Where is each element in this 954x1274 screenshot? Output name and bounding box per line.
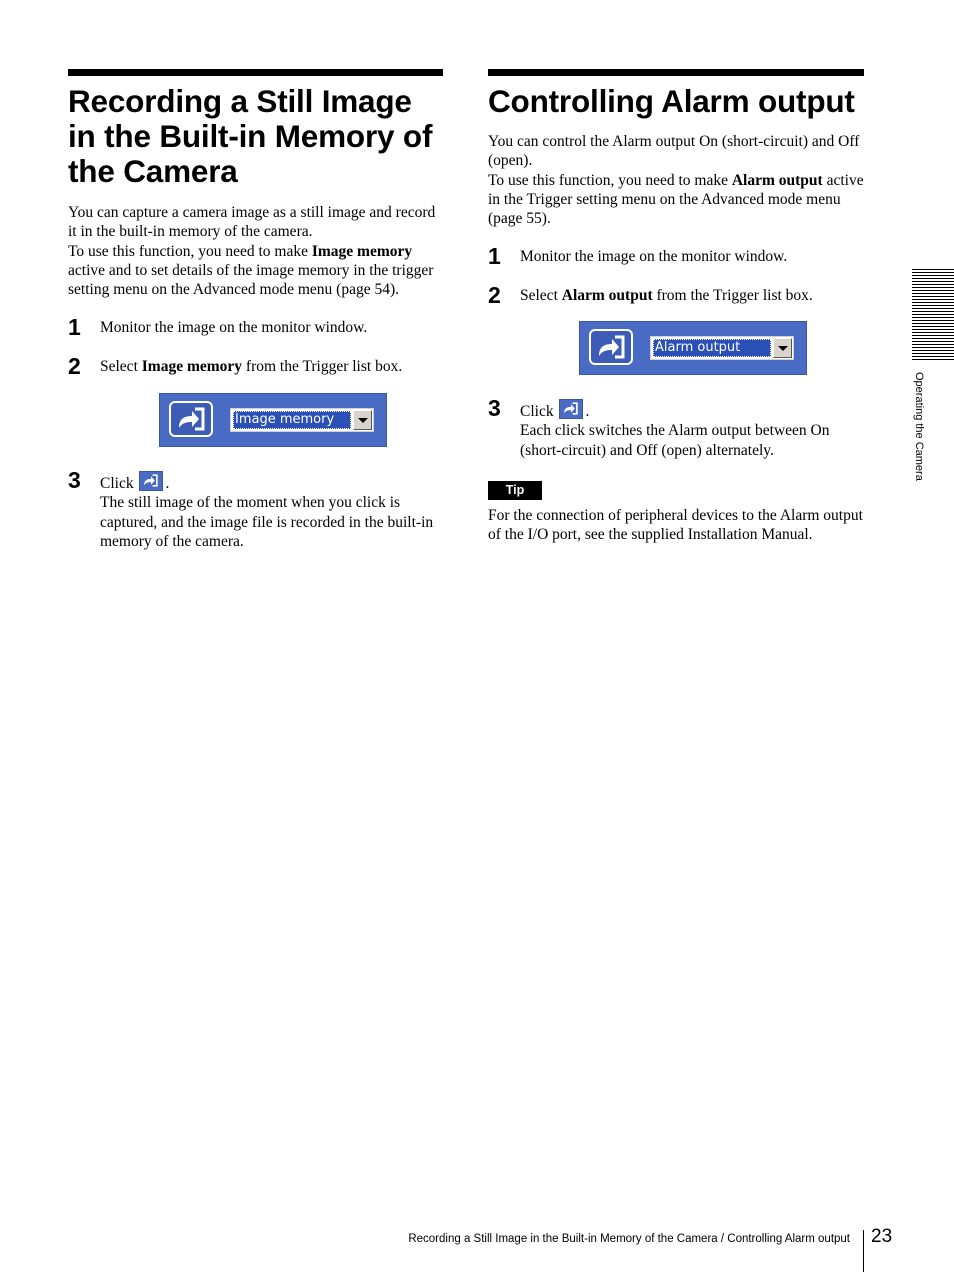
step-1: [68, 314, 443, 341]
section-rule: [68, 69, 443, 76]
page-number: 23: [871, 1226, 893, 1247]
intro-paragraph: To use this function, you need to make Image memory active and to set details of the image memory in the trigger setting menu on the Advanced mode menu (page 54).: [68, 242, 434, 299]
section-rule: [488, 69, 864, 76]
step-2: [68, 352, 443, 379]
chevron-down-icon[interactable]: [773, 338, 792, 358]
section-title: Controlling Alarm output: [488, 83, 855, 119]
sidebar-tab-lines: [912, 269, 954, 360]
trigger-arrow-icon[interactable]: [589, 329, 633, 365]
chevron-down-icon[interactable]: [353, 410, 372, 430]
trigger-selected-value: Image memory: [233, 411, 351, 429]
step-number: 1: [488, 243, 501, 270]
trigger-selected-value: Alarm output: [653, 339, 771, 357]
intro-paragraph: You can control the Alarm output On (short-circuit) and Off (open).: [488, 133, 860, 170]
step-text: Monitor the image on the monitor window.: [100, 319, 368, 337]
sidebar-label: Operating the Camera: [913, 372, 925, 481]
step-description: The still image of the moment when you click is captured, and the image file is recorded in the built-in memory of the camera.: [100, 494, 434, 550]
step-description: Each click switches the Alarm output between On (short-circuit) and Off (open) alternately.: [520, 422, 830, 459]
right-section: [488, 69, 864, 545]
section-intro: [488, 132, 864, 228]
step-text: Click .: [520, 399, 864, 421]
trigger-arrow-icon: [139, 471, 163, 491]
tip-block: [488, 481, 864, 545]
step-number: 1: [68, 314, 81, 341]
step-3: [488, 395, 864, 460]
tip-label: Tip: [488, 481, 542, 500]
left-section: [68, 69, 443, 551]
step-3: [68, 467, 443, 551]
footer-divider: [863, 1230, 864, 1272]
step-number: 2: [68, 352, 81, 379]
step-text: Click .: [100, 471, 443, 493]
trigger-arrow-icon: [559, 399, 583, 419]
section-title: Recording a Still Image in the Built-in Memory of the Camera: [68, 83, 433, 189]
intro-paragraph: You can capture a camera image as a still image and record it in the built-in memory of the camera.: [68, 204, 436, 241]
trigger-panel: [579, 321, 807, 375]
step-2: [488, 281, 864, 308]
step-number: 3: [488, 395, 501, 422]
step-text: Select Alarm output from the Trigger list box.: [520, 286, 813, 304]
step-number: 2: [488, 281, 501, 308]
step-text: Select Image memory from the Trigger list box.: [100, 357, 403, 375]
step-1: [488, 243, 864, 270]
step-number: 3: [68, 467, 81, 494]
step-text: Monitor the image on the monitor window.: [520, 248, 788, 266]
trigger-list-box[interactable]: [230, 408, 374, 432]
trigger-arrow-icon[interactable]: [169, 401, 213, 437]
footer-text: Recording a Still Image in the Built-in Memory of the Camera / Controlling Alarm output: [408, 1233, 850, 1245]
trigger-list-box[interactable]: [650, 336, 794, 360]
trigger-panel: [159, 393, 387, 447]
intro-paragraph: To use this function, you need to make Alarm output active in the Trigger setting menu on the Advanced mode menu (page 55).: [488, 171, 864, 228]
section-intro: [68, 203, 443, 299]
tip-text: For the connection of peripheral devices to the Alarm output of the I/O port, see the supplied Installation Manual.: [488, 506, 863, 544]
